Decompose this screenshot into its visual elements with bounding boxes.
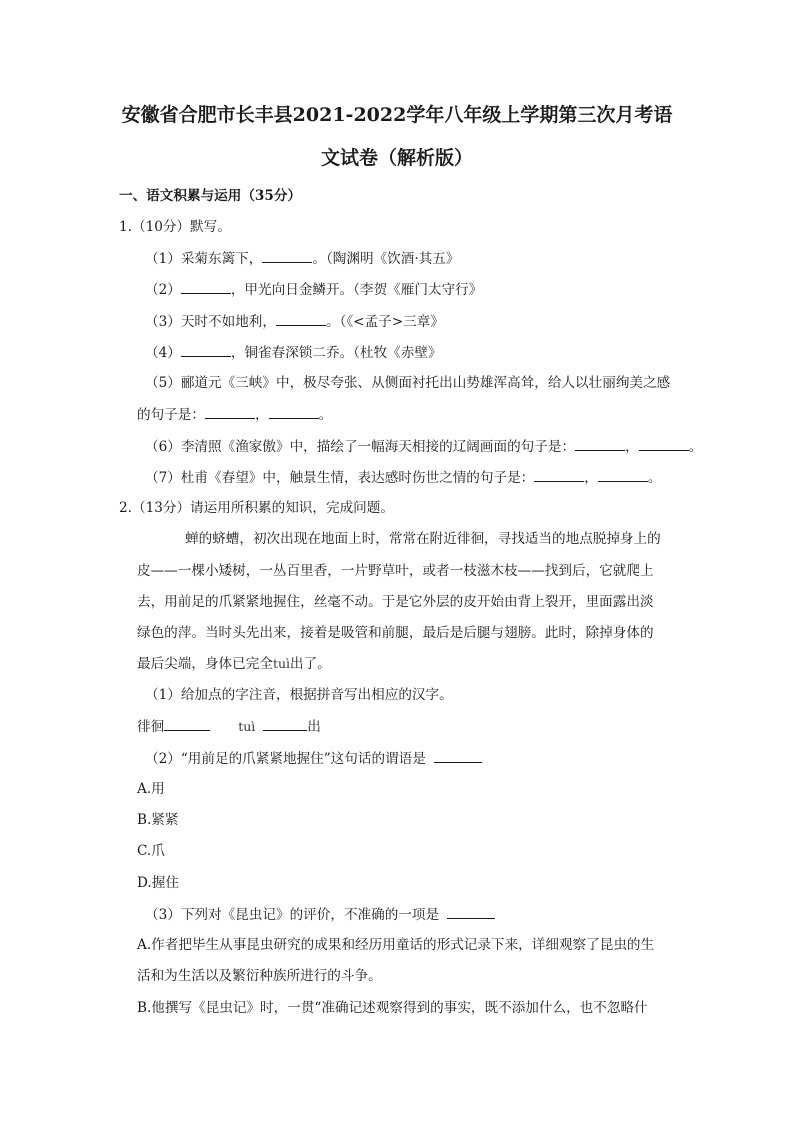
q2-stem: 2.（13分）请运用所积累的知识，完成问题。: [119, 500, 394, 516]
q1-item-6: [145, 438, 702, 455]
q1-item1-pre: （1）采菊东篱下，: [145, 251, 263, 267]
answer-blank[interactable]: [534, 469, 584, 482]
answer-blank[interactable]: [434, 750, 482, 763]
q2-sub3-stem: （3）下列对《昆虫记》的评价，不准确的一项是: [145, 907, 440, 923]
q1-item3-pre: （3）天时不如地利，: [145, 314, 276, 330]
q1-item-2: [145, 281, 482, 298]
q1-item6-post: 。: [688, 439, 703, 455]
q1-item-5-line2: [137, 406, 332, 423]
q2-sub2-option-a[interactable]: A.用: [137, 781, 165, 797]
answer-blank[interactable]: [447, 906, 495, 919]
q2-sub1-answer: [137, 718, 321, 735]
answer-blank[interactable]: [164, 718, 210, 731]
q1-item2-pre: （2）: [145, 282, 181, 298]
q2-passage-line1: 蝉的蛴螬，初次出现在地面上时，常常在附近徘徊，寻找适当的地点脱掉身上的: [185, 531, 661, 547]
q2-sub1-stem: （1）给加点的字注音，根据拼音写出相应的汉字。: [145, 687, 453, 703]
q1-stem: 1.（10分）默写。: [119, 219, 231, 235]
q2-passage-line3: 去，用前足的爪紧紧地握住，丝毫不动。于是它外层的皮开始由背上裂开，里面露出淡: [137, 594, 654, 610]
q2-sub1-pinyin: tuì: [238, 719, 256, 734]
exam-title-line2: 文试卷（解析版）: [320, 147, 473, 169]
q2-sub1-suffix: 出: [307, 719, 321, 735]
q1-item-1: [145, 250, 459, 267]
answer-blank[interactable]: [205, 406, 255, 419]
q2-passage-line4: 绿色的萍。当时头先出来，接着是吸管和前腿，最后是后腿与翅膀。此时，除掉身体的: [137, 625, 654, 641]
q2-passage-pinyin: tuì: [272, 656, 291, 671]
q1-item4-post: ，铜雀春深锁二乔。（杜牧《赤壁》: [230, 345, 442, 361]
q2-sub1-word: 徘徊: [137, 719, 165, 735]
q1-item6-mid: ，: [625, 439, 639, 455]
q1-item4-pre: （4）: [145, 345, 181, 361]
q1-item6-pre: （6）李清照《渔家傲》中，描绘了一幅海天相接的辽阔画面的句子是：: [145, 439, 576, 455]
q1-item7-post: 。: [647, 470, 662, 486]
q2-sub2-option-d[interactable]: D.握住: [137, 875, 179, 891]
exam-title-line1: 安徽省合肥市长丰县2021-2022学年八年级上学期第三次月考语: [121, 104, 673, 126]
q1-item-4: [145, 344, 442, 361]
answer-blank[interactable]: [598, 469, 648, 482]
answer-blank[interactable]: [276, 313, 326, 326]
answer-blank[interactable]: [639, 438, 689, 451]
q2-sub2-option-b[interactable]: B.紧紧: [137, 812, 179, 828]
q2-sub3-option-b-line1[interactable]: B.他撰写《昆虫记》时，一贯“准确记述观察得到的事实，既不添加什么，也不忽略什: [137, 1000, 648, 1016]
q2-sub3-stem-line: [145, 906, 495, 923]
q2-sub2-option-c[interactable]: C.爪: [137, 843, 165, 859]
answer-blank[interactable]: [181, 281, 231, 294]
answer-blank[interactable]: [575, 438, 625, 451]
answer-blank[interactable]: [262, 250, 312, 263]
q2-sub2-stem-line: [145, 750, 482, 767]
q1-item5-post: 。: [318, 407, 333, 423]
q1-item5-mid: ，: [254, 407, 269, 423]
q2-passage-line5: [137, 656, 331, 672]
q1-item5-pre: 的句子是：: [137, 407, 205, 423]
q1-item3-post: 。（《<孟子>三章》: [326, 314, 444, 330]
q1-item-3: [145, 313, 444, 330]
section-heading: 一、语文积累与运用（35分）: [119, 188, 302, 204]
q1-item-5-line1: （5）郦道元《三峡》中，极尽夸张、从侧面衬托出山势雄浑高耸，给人以壮丽绚美之感: [145, 375, 671, 391]
q2-passage-text: 最后尖端，身体已完全: [137, 656, 273, 672]
q2-passage-end: 出了。: [290, 656, 331, 672]
q1-item-7: [145, 469, 661, 486]
q1-item1-post: 。（陶渊明《饮酒·其五》: [312, 251, 460, 267]
q1-item7-mid: ，: [584, 470, 598, 486]
q2-sub3-option-a-line1[interactable]: A.作者把毕生从事昆虫研究的成果和经历用童话的形式记录下来，详细观察了昆虫的生: [137, 937, 655, 953]
q2-passage-line2: 皮——一棵小矮树，一丛百里香，一片野草叶，或者一枝滋木枝——找到后，它就爬上: [137, 563, 654, 579]
q1-item2-post: ，甲光向日金鳞开。（李贺《雁门太守行》: [230, 282, 483, 298]
q2-sub3-option-a-line2[interactable]: 活和为生活以及繁衍种族所进行的斗争。: [137, 968, 382, 984]
answer-blank[interactable]: [263, 718, 307, 731]
q1-item7-pre: （7）杜甫《春望》中，触景生情，表达感时伤世之情的句子是：: [145, 470, 535, 486]
q2-sub2-stem: （2）“用前足的爪紧紧地握住”这句话的谓语是: [145, 751, 426, 767]
answer-blank[interactable]: [269, 406, 319, 419]
answer-blank[interactable]: [181, 344, 231, 357]
